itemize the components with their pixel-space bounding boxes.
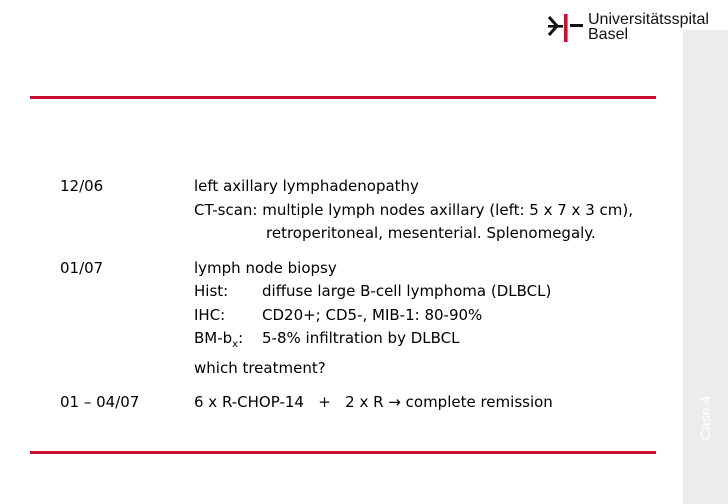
timeline-entry [60,257,670,381]
entry-details [194,257,670,381]
outcome-text: complete remission [400,393,553,411]
hospital-logo [548,11,709,44]
entry-details [194,175,670,246]
entry-date: 12/06 [60,177,104,195]
detail-line: lymph node biopsy [194,258,337,277]
timeline-entry [60,391,670,415]
detail-line [194,391,670,415]
entry-date: 01 – 04/07 [60,393,140,411]
detail-heading [194,327,262,357]
treatment-text: 6 x R-CHOP-14 + 2 x R [194,393,389,411]
case-label: Case 4 [697,395,713,441]
logo-mark-icon [548,12,584,44]
heading-subscript: x [232,339,239,350]
case-timeline [60,175,670,415]
detail-line: CT-scan: multiple lymph nodes axillary (left: 5 x 7 x 3 cm), [194,200,633,219]
arrow-right-icon: → [388,393,401,411]
bottom-divider [30,451,656,454]
heading-base: BM-b [194,329,233,347]
detail-line [194,327,670,357]
detail-text: CD20+; CD5-, MIB-1: 80-90% [262,305,483,324]
timeline-entry [60,175,670,246]
detail-line: retroperitoneal, mesenterial. Splenomegaly. [266,224,596,242]
detail-line: left axillary lymphadenopathy [194,177,419,195]
logo-line-1: Universitätsspital [588,11,709,28]
detail-heading: Hist: [194,282,229,300]
logo-line-2: Basel [588,26,629,43]
top-divider [30,96,656,99]
detail-text: 5-8% infiltration by DLBCL [262,329,460,347]
heading-colon: : [238,329,244,347]
entry-date: 01/07 [60,258,104,277]
detail-heading: IHC: [194,305,226,324]
detail-line: which treatment? [194,358,326,377]
detail-line [194,304,670,328]
entry-details [194,391,670,415]
detail-text: diffuse large B-cell lymphoma (DLBCL) [262,282,552,300]
detail-line [194,280,670,304]
